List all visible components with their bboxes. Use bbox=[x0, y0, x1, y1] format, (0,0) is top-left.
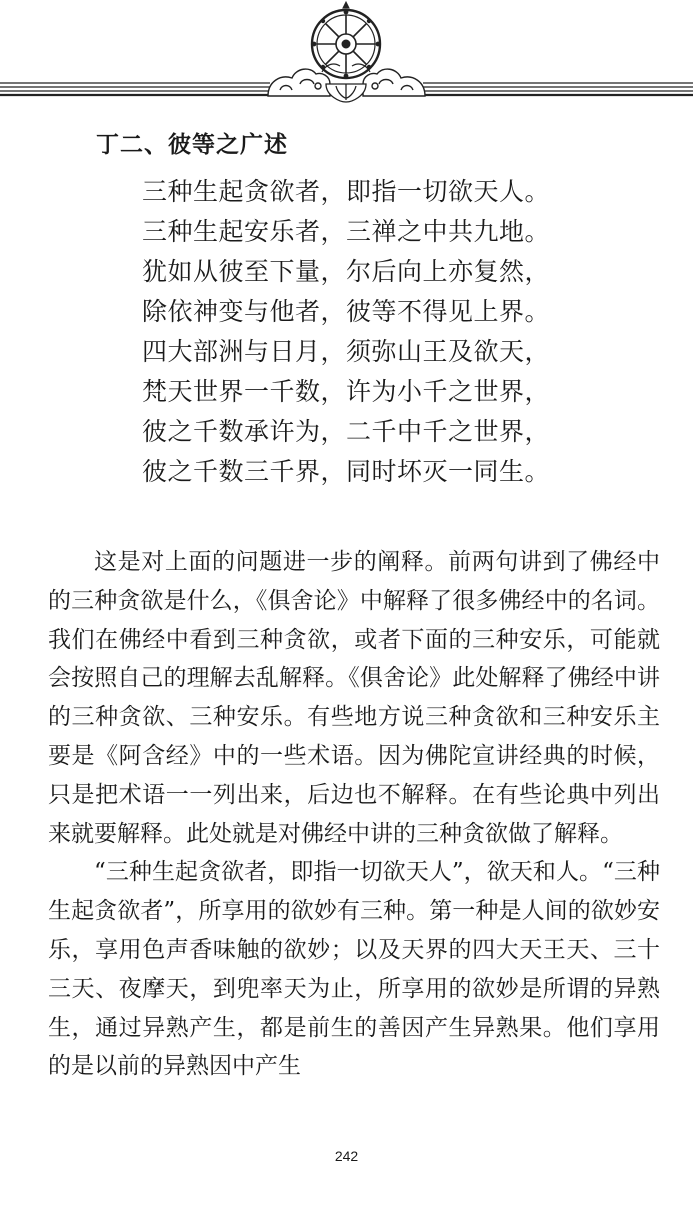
verse-line: 四大部洲与日月，须弥山王及欲天， bbox=[142, 337, 551, 366]
lotus-base-icon bbox=[326, 84, 366, 102]
left-cloud-scroll-icon bbox=[268, 69, 330, 96]
verse-line: 彼之千数承许为，二千中千之世界， bbox=[142, 417, 551, 446]
commentary-body bbox=[48, 543, 660, 1086]
dharma-wheel-icon bbox=[312, 2, 381, 78]
commentary-paragraph: 这是对上面的问题进一步的阐释。前两句讲到了佛经中的三种贪欲是什么，《俱舍论》中解释了很多佛经中的名词。我们在佛经中看到三种贪欲，或者下面的三种安乐，可能就会按照自己的理解去乱解释。《俱舍论》此处解释了佛经中讲的三种贪欲、三种安乐。有些地方说三种贪欲和三种安乐主要是《阿含经》中的一些术语。因为佛陀宣讲经典的时候，只是把术语一一列出来，后边也不解释。在有些论典中列出来就要解释。此处就是对佛经中讲的三种贪欲做了解释。 bbox=[48, 549, 660, 847]
verse-line: 彼之千数三千界，同时坏灭一同生。 bbox=[142, 457, 551, 486]
page-number: 242 bbox=[334, 1148, 359, 1164]
verse-line: 梵天世界一千数，许为小千之世界， bbox=[142, 377, 551, 406]
verse-line: 三种生起安乐者，三禅之中共九地。 bbox=[142, 217, 551, 246]
verse-block bbox=[142, 172, 582, 492]
verse-line: 犹如从彼至下量，尔后向上亦复然， bbox=[142, 257, 551, 286]
verse-line: 三种生起贪欲者，即指一切欲天人。 bbox=[142, 177, 551, 206]
commentary-paragraph: “三种生起贪欲者，即指一切欲天人”，欲天和人。“三种生起贪欲者”，所享用的欲妙有三种。第一种是人间的欲妙安乐，享用色声香味触的欲妙；以及天界的四大天王天、三十三天、夜摩天，到兜率天为止，所享用的欲妙是所谓的异熟生，通过异熟产生，都是前生的善因产生异熟果。他们享用的是以前的异熟因中产生 bbox=[48, 859, 660, 1080]
right-cloud-scroll-icon bbox=[363, 69, 425, 96]
section-heading: 丁二、彼等之广述 bbox=[96, 132, 288, 158]
header-ornament bbox=[0, 0, 693, 110]
verse-line: 除依神变与他者，彼等不得见上界。 bbox=[142, 297, 551, 326]
